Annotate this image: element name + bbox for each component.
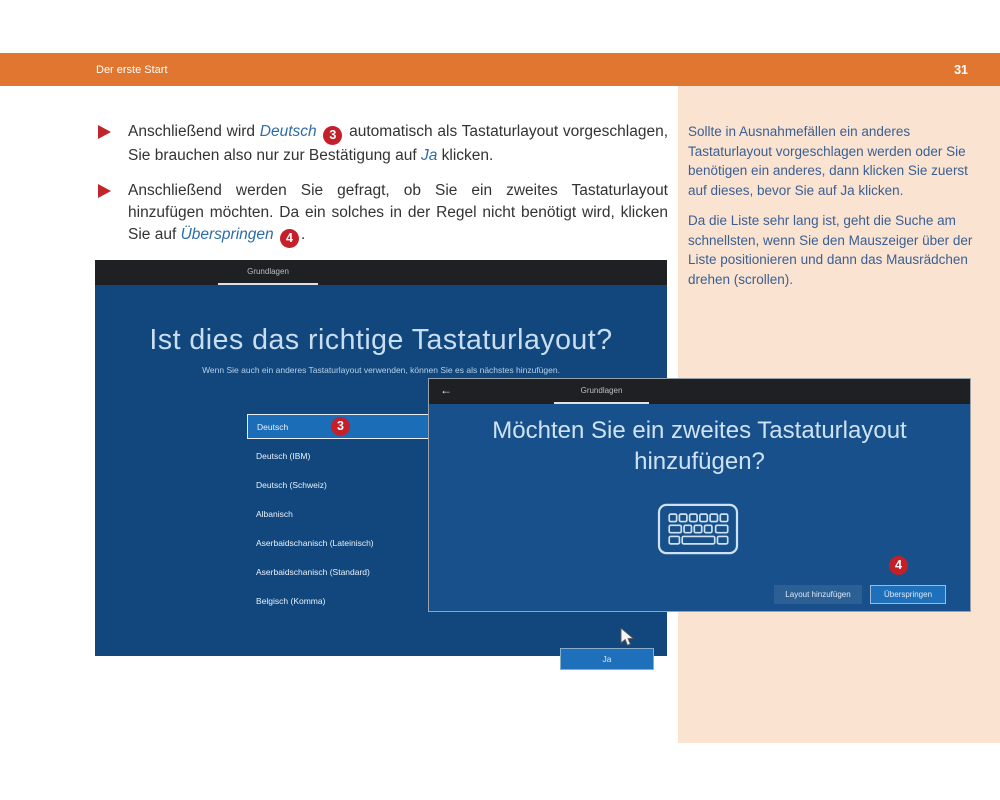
keyword-deutsch: Deutsch [259, 123, 317, 140]
bullet-text: Anschließend werden Sie gefragt, ob Sie ein zweites Tastaturlayout hinzufügen möchten. Da ein solches in der Regel nicht benötigt wird, klicken Sie auf [128, 182, 668, 243]
keyword-ueberspringen: Überspringen [180, 226, 274, 243]
window-body [429, 404, 970, 611]
bullet-text: Anschließend wird [128, 123, 260, 140]
callout-4-badge: 4 [889, 556, 908, 575]
margin-note-paragraph-2: Da die Liste sehr lang ist, geht die Suche am schnellsten, wenn Sie den Mauszeiger über der Liste positionieren und dann das Mausrädchen drehen (scrollen). [688, 213, 973, 287]
back-arrow-icon[interactable]: ← [440, 383, 452, 397]
callout-3-badge: 3 [331, 417, 350, 436]
margin-note [678, 86, 1000, 289]
layout-hinzufuegen-button[interactable]: Layout hinzufügen [774, 585, 862, 604]
bullet-triangle-icon [98, 184, 111, 198]
keyword-ja: Ja [420, 147, 438, 164]
bullet-text: automatisch als Tastaturlayout vorgeschlagen, Sie brauchen also nur zur Bestätigung auf [128, 123, 669, 164]
instruction-bullet-2 [98, 180, 668, 248]
screenshot-second-layout-dialog [428, 378, 971, 612]
mouse-cursor-icon [620, 628, 636, 647]
bullet-triangle-icon [98, 125, 111, 139]
window-titlebar [95, 260, 667, 285]
layout-option-label: Aserbaidschanisch (Lateinisch) [256, 537, 374, 548]
page-number: 31 [954, 62, 968, 77]
ja-button[interactable]: Ja [560, 648, 654, 670]
tab-grundlagen[interactable]: Grundlagen [218, 260, 318, 285]
callout-3-badge: 3 [323, 126, 342, 145]
layout-option-label: Belgisch (Komma) [256, 595, 326, 606]
layout-option-label: Albanisch [256, 508, 293, 519]
keyboard-icon [657, 503, 739, 555]
ueberspringen-button[interactable]: Überspringen [870, 585, 946, 604]
layout-option-label: Deutsch [257, 421, 289, 432]
layout-option-label: Aserbaidschanisch (Standard) [256, 566, 370, 577]
layout-option-label: Deutsch (IBM) [256, 450, 311, 461]
dialog-title-line2: hinzufügen? [634, 448, 765, 475]
margin-note-paragraph-1: Sollte in Ausnahmefällen ein anderes Tastaturlayout vorgeschlagen werden oder Sie benötigen ein anderes, dann klicken Sie zuerst auf dieses, bevor Sie auf Ja klicken. [688, 124, 968, 198]
bullet-text: . [300, 226, 306, 243]
dialog-title [429, 404, 970, 477]
window-titlebar [429, 379, 970, 404]
dialog-subtitle: Wenn Sie auch ein anderes Tastaturlayout verwenden, können Sie es als nächstes hinzufügen. [202, 365, 560, 375]
layout-option-label: Deutsch (Schweiz) [256, 479, 327, 490]
dialog-title: Ist dies das richtige Tastaturlayout? [149, 324, 613, 356]
tab-grundlagen[interactable]: Grundlagen [554, 379, 649, 404]
dialog-title-line1: Möchten Sie ein zweites Tastaturlayout [492, 417, 907, 444]
bullet-text: klicken. [437, 147, 494, 164]
page-header-bar [0, 53, 1000, 86]
chapter-title: Der erste Start [96, 63, 168, 76]
instruction-bullet-1 [98, 121, 668, 167]
instruction-list [98, 121, 668, 261]
callout-4-badge: 4 [280, 229, 299, 248]
